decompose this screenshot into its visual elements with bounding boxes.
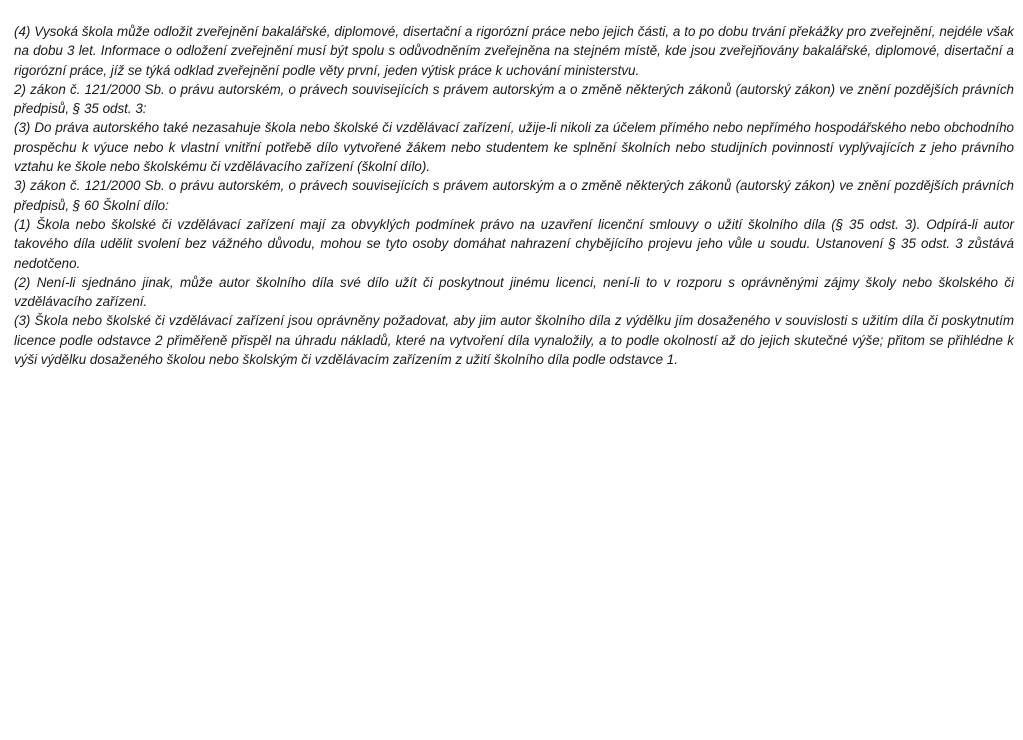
paragraph-publication-deferral: (4) Vysoká škola může odložit zveřejnění bakalářské, diplomové, disertační a rigorózní práce nebo jejich části, a to po dobu trvání překážky pro zveřejnění, nejdéle však na dobu 3 let. Informace o odložení zveřejnění musí být spolu s odůvodněním zveřejněna na stejném místě, kde jsou zveřejňovány bakalářské, diplomové, disertační a rigorózní práce, jíž se týká odklad zveřejnění podle věty první, jeden výtisk práce k uchování ministerstvu. [14, 24, 1014, 78]
document-page [14, 22, 1014, 369]
paragraph-footnote-3-heading: 3) zákon č. 121/2000 Sb. o právu autorském, o právech souvisejících s právem autorským a o změně některých zákonů (autorský zákon) ve znění pozdějších právních předpisů, § 60 Školní dílo: [14, 178, 1014, 213]
paragraph-section-60-2: (2) Není-li sjednáno jinak, může autor školního díla své dílo užít či poskytnout jinému licenci, není-li to v rozporu s oprávněnými zájmy školy nebo školského či vzdělávacího zařízení. [14, 274, 1014, 310]
paragraph-footnote-2-heading: 2) zákon č. 121/2000 Sb. o právu autorském, o právech souvisejících s právem autorským a o změně některých zákonů (autorský zákon) ve znění pozdějších právních předpisů, § 35 odst. 3: [14, 81, 1014, 117]
paragraph-section-35-3: (3) Do práva autorského také nezasahuje škola nebo školské či vzdělávací zařízení, užije-li nikoli za účelem přímého nebo nepřímého hospodářského nebo obchodního prospěchu k výuce nebo k vlastní vnitřní potřebě dílo vytvořené žákem nebo studentem ke splnění školních nebo studijních povinností vyplývajících z jeho právního vztahu ke škole nebo školskému či vzdělávacího zařízení (školní dílo). [14, 120, 1014, 175]
paragraph-section-60-3: (3) Škola nebo školské či vzdělávací zařízení jsou oprávněny požadovat, aby jim autor školního díla z výdělku jím dosaženého v souvislosti s užitím díla či poskytnutím licence podle odstavce 2 přiměřeně přispěl na úhradu nákladů, které na vytvoření díla vynaložily, a to podle okolností až do jejich skutečné výše; přitom se přihlédne k výši výdělku dosaženého školou nebo školským či vzdělávacím zařízením z užití školního díla podle odstavce 1. [14, 313, 1014, 368]
paragraph-section-60-1: (1) Škola nebo školské či vzdělávací zařízení mají za obvyklých podmínek právo na uzavření licenční smlouvy o užití školního díla (§ 35 odst. 3). Odpírá-li autor takového díla udělit svolení bez vážného důvodu, mohou se tyto osoby domáhat nahrazení chybějícího projevu jeho vůle u soudu. Ustanovení § 35 odst. 3 zůstává nedotčeno. [14, 216, 1014, 271]
